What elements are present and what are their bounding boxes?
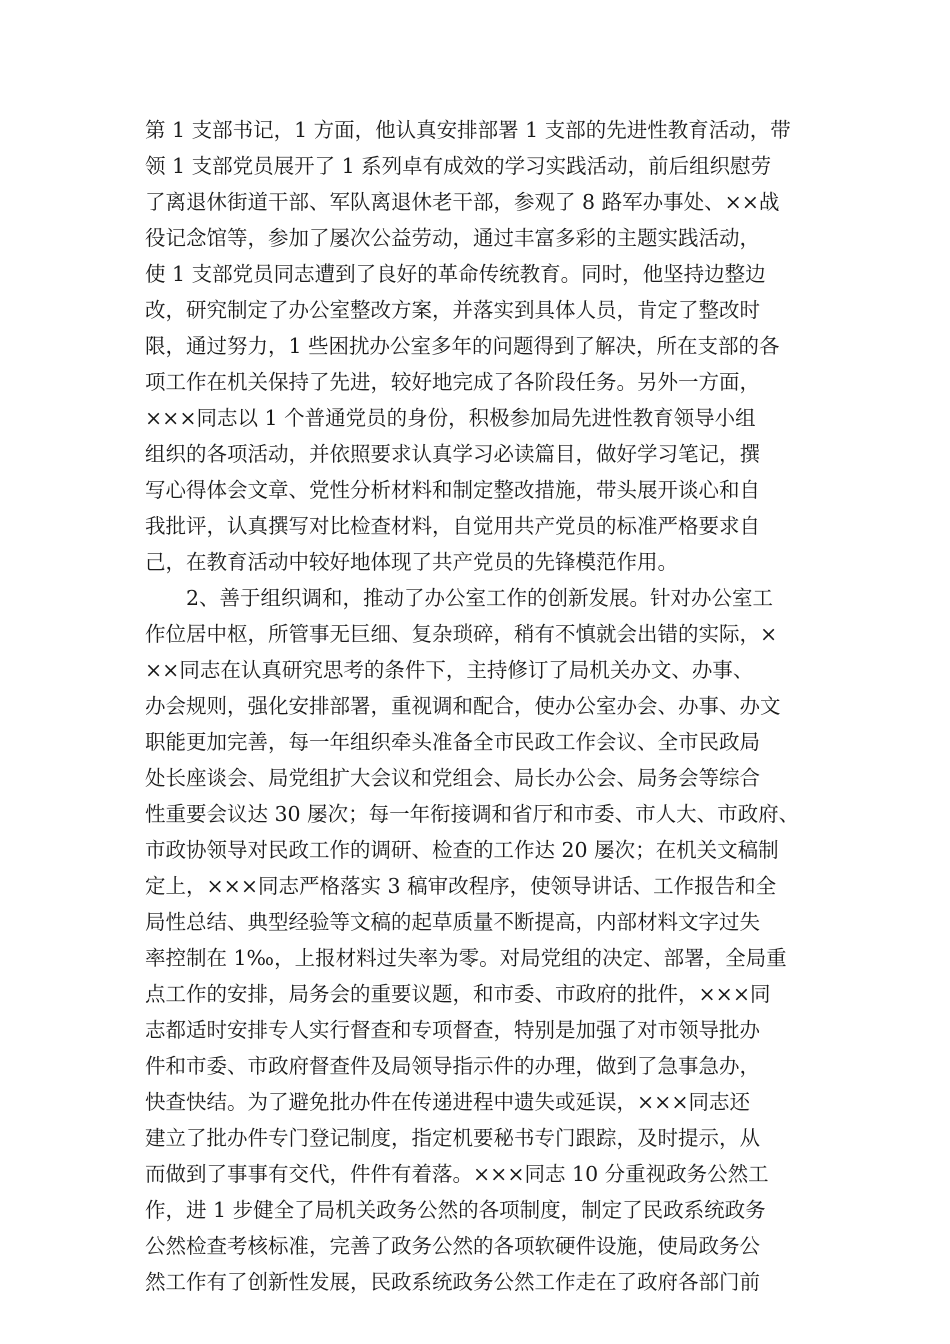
text-line: 使 1 支部党员同志遭到了良好的革命传统教育。同时，他坚持边整边 (145, 262, 766, 286)
text-line: 组织的各项活动，并依照要求认真学习必读篇目，做好学习笔记，撰 (145, 442, 760, 466)
text-line: 定上，×××同志严格落实 3 稿审改程序，使领导讲话、工作报告和全 (145, 874, 777, 898)
text-line: 职能更加完善，每一年组织牵头准备全市民政工作会议、全市民政局 (145, 730, 760, 754)
text-line: 领 1 支部党员展开了 1 系列卓有成效的学习实践活动，前后组织慰劳 (145, 154, 772, 178)
text-line: 件和市委、市政府督查件及局领导指示件的办理，做到了急事急办， (145, 1054, 760, 1078)
text-line: 第 1 支部书记，1 方面，他认真安排部署 1 支部的先进性教育活动，带 (145, 118, 791, 142)
text-line: 作位居中枢，所管事无巨细、复杂琐碎，稍有不慎就会出错的实际，× (145, 622, 778, 646)
text-line: 局性总结、典型经验等文稿的起草质量不断提高，内部材料文字过失 (145, 910, 760, 934)
text-line: 己，在教育活动中较好地体现了共产党员的先锋模范作用。 (145, 550, 678, 574)
text-line: 了离退休街道干部、军队离退休老干部，参观了 8 路军办事处、××战 (145, 190, 780, 214)
document-body (145, 112, 805, 1300)
text-line: 快查快结。为了避免批办件在传递进程中遗失或延误，×××同志还 (145, 1090, 751, 1114)
text-line: 市政协领导对民政工作的调研、检查的工作达 20 屡次；在机关文稿制 (145, 838, 779, 862)
text-line: 然工作有了创新性发展，民政系统政务公然工作走在了政府各部门前 (145, 1270, 760, 1294)
paragraph (145, 580, 805, 1300)
text-line: 写心得体会文章、党性分析材料和制定整改措施，带头展开谈心和自 (145, 478, 760, 502)
text-line: 而做到了事事有交代，件件有着落。×××同志 10 分重视政务公然工 (145, 1162, 769, 1186)
text-line: 作，进 1 步健全了局机关政务公然的各项制度，制定了民政系统政务 (145, 1198, 766, 1222)
text-line: 改，研究制定了办公室整改方案，并落实到具体人员，肯定了整改时 (145, 298, 760, 322)
text-line: 志都适时安排专人实行督查和专项督查，特别是加强了对市领导批办 (145, 1018, 760, 1042)
text-line: 限，通过努力，1 些困扰办公室多年的问题得到了解决，所在支部的各 (145, 334, 780, 358)
text-line: 建立了批办件专门登记制度，指定机要秘书专门跟踪，及时提示，从 (145, 1126, 760, 1150)
text-line: 我批评，认真撰写对比检查材料，自觉用共产党员的标准严格要求自 (145, 514, 760, 538)
text-line: 办会规则，强化安排部署，重视调和配合，使办公室办会、办事、办文 (145, 694, 781, 718)
text-line: 点工作的安排，局务会的重要议题，和市委、市政府的批件，×××同 (145, 982, 771, 1006)
text-line: ××同志在认真研究思考的条件下，主持修订了局机关办文、办事、 (145, 658, 754, 682)
text-line: 役记念馆等，参加了屡次公益劳动，通过丰富多彩的主题实践活动， (145, 226, 760, 250)
text-line: ×××同志以 1 个普通党员的身份，积极参加局先进性教育领导小组 (145, 406, 756, 430)
text-line: 2、善于组织调和，推动了办公室工作的创新发展。针对办公室工 (186, 586, 774, 610)
text-line: 处长座谈会、局党组扩大会议和党组会、局长办公会、局务会等综合 (145, 766, 760, 790)
text-line: 率控制在 1‰，上报材料过失率为零。对局党组的决定、部署，全局重 (145, 946, 787, 970)
text-line: 项工作在机关保持了先进，较好地完成了各阶段任务。另外一方面， (145, 370, 760, 394)
text-line: 公然检查考核标准，完善了政务公然的各项软硬件设施，使局政务公 (145, 1234, 760, 1258)
paragraph (145, 112, 805, 580)
text-line: 性重要会议达 30 屡次；每一年衔接调和省厅和市委、市人大、市政府、 (145, 802, 800, 826)
